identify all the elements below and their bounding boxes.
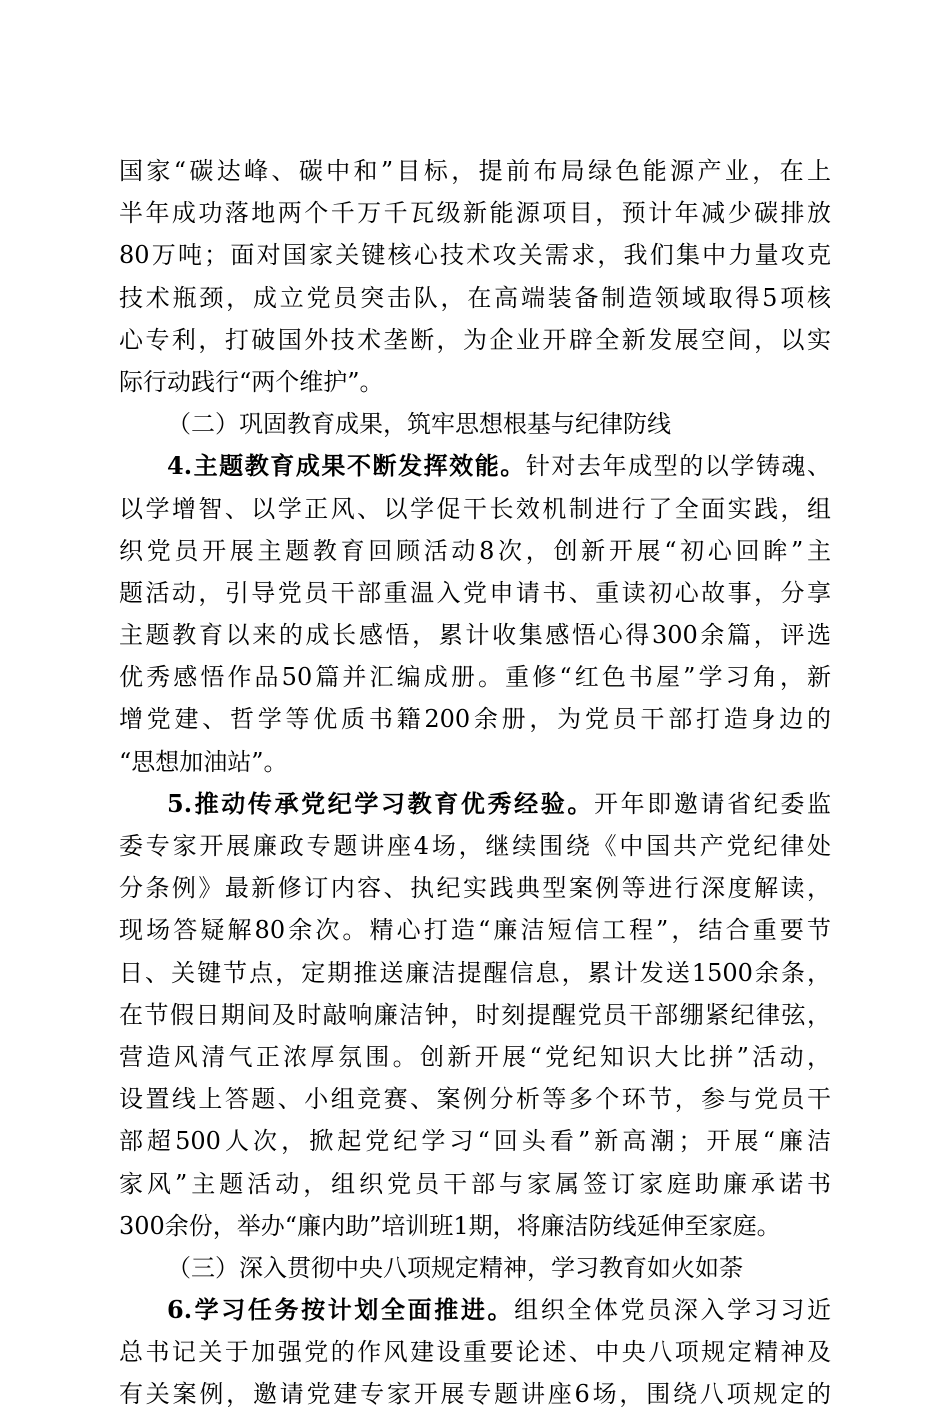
paragraph-line: 80万吨；面对国家关键核心技术攻关需求，我们集中力量攻克 [119, 241, 831, 270]
paragraph-line: “思想加油站”。 [119, 747, 288, 776]
paragraph-line: 有关案例，邀请党建专家开展专题讲座6场，围绕八项规定的 [119, 1380, 831, 1409]
item-first-line [119, 1289, 831, 1331]
paragraph-line: 心专利，打破国外技术垄断，为企业开辟全新发展空间，以实 [119, 325, 831, 354]
paragraph-line: 分条例》最新修订内容、执纪实践典型案例等进行深度解读， [119, 874, 831, 903]
section-heading: （二）巩固教育成果，筑牢思想根基与纪律防线 [167, 410, 671, 439]
item-first-line [119, 445, 831, 487]
paragraph-line: 家风”主题活动，组织党员干部与家属签订家庭助廉承诺书 [119, 1169, 831, 1198]
paragraph-line: 国家“碳达峰、碳中和”目标，提前布局绿色能源产业，在上 [119, 157, 831, 185]
paragraph-line: 在节假日期间及时敲响廉洁钟，时刻提醒党员干部绷紧纪律弦， [119, 1000, 831, 1029]
item-text: 开年即邀请省纪委监 [594, 789, 831, 818]
item-title: 5.推动传承党纪学习教育优秀经验。 [167, 788, 595, 818]
paragraph-line: 织党员开展主题教育回顾活动8次，创新开展“初心回眸”主 [119, 536, 831, 565]
paragraph-line: 总书记关于加强党的作风建设重要论述、中央八项规定精神及 [119, 1338, 831, 1367]
paragraph-line: 设置线上答题、小组竞赛、案例分析等多个环节，参与党员干 [119, 1085, 831, 1114]
paragraph-line: 营造风清气正浓厚氛围。创新开展“党纪知识大比拼”活动， [119, 1042, 831, 1071]
item-text: 组织全体党员深入学习习近 [514, 1296, 832, 1325]
paragraph-line: 日、关键节点，定期推送廉洁提醒信息，累计发送1500余条， [119, 958, 831, 987]
document-body [119, 150, 831, 1416]
paragraph-line: 技术瓶颈，成立党员突击队，在高端装备制造领域取得5项核 [119, 283, 831, 312]
paragraph-line: 委专家开展廉政专题讲座4场，继续围绕《中国共产党纪律处 [119, 832, 831, 860]
item-title: 4.主题教育成果不断发挥效能。 [167, 451, 526, 481]
item-text: 针对去年成型的以学铸魂、 [525, 452, 831, 481]
paragraph-line: 部超500人次，掀起党纪学习“回头看”新高潮；开展“廉洁 [119, 1127, 831, 1156]
paragraph-line: 优秀感悟作品50篇并汇编成册。重修“红色书屋”学习角，新 [119, 663, 831, 692]
paragraph-line: 300余份，举办“廉内助”培训班1期，将廉洁防线延伸至家庭。 [119, 1211, 781, 1240]
paragraph-line: 主题教育以来的成长感悟，累计收集感悟心得300余篇，评选 [119, 621, 831, 650]
paragraph-line: 题活动，引导党员干部重温入党申请书、重读初心故事，分享 [119, 578, 831, 607]
item-first-line [119, 783, 831, 825]
paragraph-line: 以学增智、以学正风、以学促干长效机制进行了全面实践，组 [119, 494, 831, 523]
paragraph-line: 现场答疑解80余次。精心打造“廉洁短信工程”，结合重要节 [119, 916, 831, 945]
paragraph-line: 增党建、哲学等优质书籍200余册，为党员干部打造身边的 [119, 705, 831, 734]
paragraph-line: 际行动践行“两个维护”。 [119, 367, 384, 396]
item-title: 6.学习任务按计划全面推进。 [167, 1295, 515, 1325]
paragraph-line: 半年成功落地两个千万千瓦级新能源项目，预计年减少碳排放 [119, 199, 831, 228]
section-heading: （三）深入贯彻中央八项规定精神，学习教育如火如荼 [167, 1253, 743, 1282]
